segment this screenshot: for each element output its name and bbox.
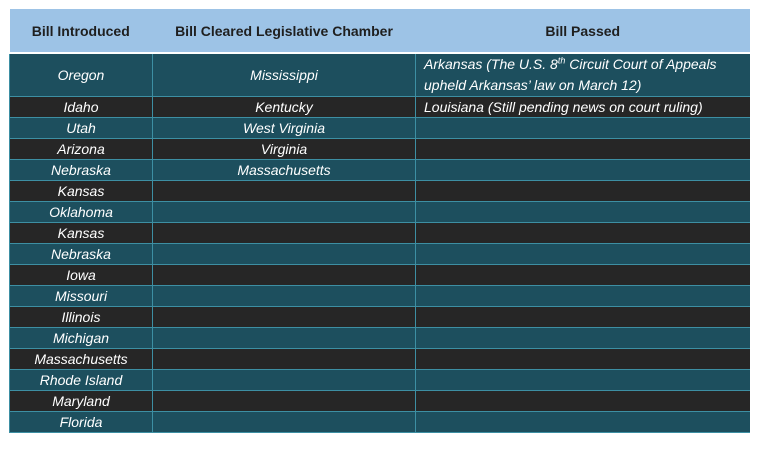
table-header xyxy=(10,9,750,53)
table-row xyxy=(10,53,750,97)
cell-bill-introduced: Kansas xyxy=(10,181,153,202)
table-row xyxy=(10,139,750,160)
table-body xyxy=(10,53,750,433)
cell-bill-cleared: Massachusetts xyxy=(153,160,416,181)
header-row xyxy=(10,9,750,53)
cell-bill-cleared: West Virginia xyxy=(153,118,416,139)
cell-bill-cleared xyxy=(153,370,416,391)
cell-bill-cleared xyxy=(153,412,416,433)
cell-bill-introduced: Nebraska xyxy=(10,244,153,265)
cell-bill-introduced: Idaho xyxy=(10,97,153,118)
header-bill-cleared: Bill Cleared Legislative Chamber xyxy=(153,9,416,53)
table-row xyxy=(10,244,750,265)
cell-bill-passed xyxy=(416,244,750,265)
cell-bill-passed xyxy=(416,391,750,412)
passed-text-part: Arkansas (The U.S. 8 xyxy=(424,56,558,72)
cell-bill-passed xyxy=(416,202,750,223)
cell-bill-introduced: Utah xyxy=(10,118,153,139)
table-row xyxy=(10,97,750,118)
cell-bill-cleared xyxy=(153,244,416,265)
cell-bill-introduced: Kansas xyxy=(10,223,153,244)
cell-bill-passed xyxy=(416,160,750,181)
table-row xyxy=(10,202,750,223)
cell-bill-introduced: Arizona xyxy=(10,139,153,160)
cell-bill-passed xyxy=(416,307,750,328)
passed-text-superscript: th xyxy=(557,55,566,66)
cell-bill-introduced: Michigan xyxy=(10,328,153,349)
cell-bill-introduced: Nebraska xyxy=(10,160,153,181)
cell-bill-cleared xyxy=(153,181,416,202)
table-row xyxy=(10,223,750,244)
cell-bill-cleared xyxy=(153,265,416,286)
cell-bill-passed xyxy=(416,53,750,97)
cell-bill-cleared xyxy=(153,328,416,349)
table-row xyxy=(10,307,750,328)
cell-bill-introduced: Iowa xyxy=(10,265,153,286)
cell-bill-introduced: Massachusetts xyxy=(10,349,153,370)
cell-bill-cleared: Kentucky xyxy=(153,97,416,118)
cell-bill-cleared xyxy=(153,391,416,412)
table-row xyxy=(10,265,750,286)
header-bill-introduced: Bill Introduced xyxy=(10,9,153,53)
passed-text-part: Circuit Court of Appeals upheld Arkansas’ law on March 12) xyxy=(424,56,717,93)
cell-bill-passed xyxy=(416,286,750,307)
cell-bill-passed xyxy=(416,265,750,286)
table-row xyxy=(10,286,750,307)
cell-bill-passed xyxy=(416,118,750,139)
cell-bill-passed: Louisiana (Still pending news on court ruling) xyxy=(416,97,750,118)
table-row xyxy=(10,118,750,139)
cell-bill-introduced: Oklahoma xyxy=(10,202,153,223)
cell-bill-introduced: Oregon xyxy=(10,53,153,97)
cell-bill-passed xyxy=(416,349,750,370)
cell-bill-cleared: Mississippi xyxy=(153,53,416,97)
cell-bill-introduced: Illinois xyxy=(10,307,153,328)
cell-bill-passed xyxy=(416,412,750,433)
table-row xyxy=(10,160,750,181)
bill-status-table xyxy=(9,9,750,433)
cell-bill-introduced: Florida xyxy=(10,412,153,433)
cell-bill-passed xyxy=(416,328,750,349)
table-row xyxy=(10,391,750,412)
cell-bill-cleared: Virginia xyxy=(153,139,416,160)
cell-bill-introduced: Maryland xyxy=(10,391,153,412)
table-row xyxy=(10,370,750,391)
table-row xyxy=(10,349,750,370)
cell-bill-cleared xyxy=(153,223,416,244)
cell-bill-passed xyxy=(416,139,750,160)
header-bill-passed: Bill Passed xyxy=(416,9,750,53)
cell-bill-passed xyxy=(416,370,750,391)
cell-bill-cleared xyxy=(153,349,416,370)
table-row xyxy=(10,412,750,433)
cell-bill-cleared xyxy=(153,286,416,307)
table-row xyxy=(10,181,750,202)
table-row xyxy=(10,328,750,349)
bill-status-table-container xyxy=(9,9,749,433)
cell-bill-introduced: Missouri xyxy=(10,286,153,307)
cell-bill-cleared xyxy=(153,307,416,328)
cell-bill-passed xyxy=(416,181,750,202)
cell-bill-introduced: Rhode Island xyxy=(10,370,153,391)
cell-bill-passed xyxy=(416,223,750,244)
cell-bill-cleared xyxy=(153,202,416,223)
